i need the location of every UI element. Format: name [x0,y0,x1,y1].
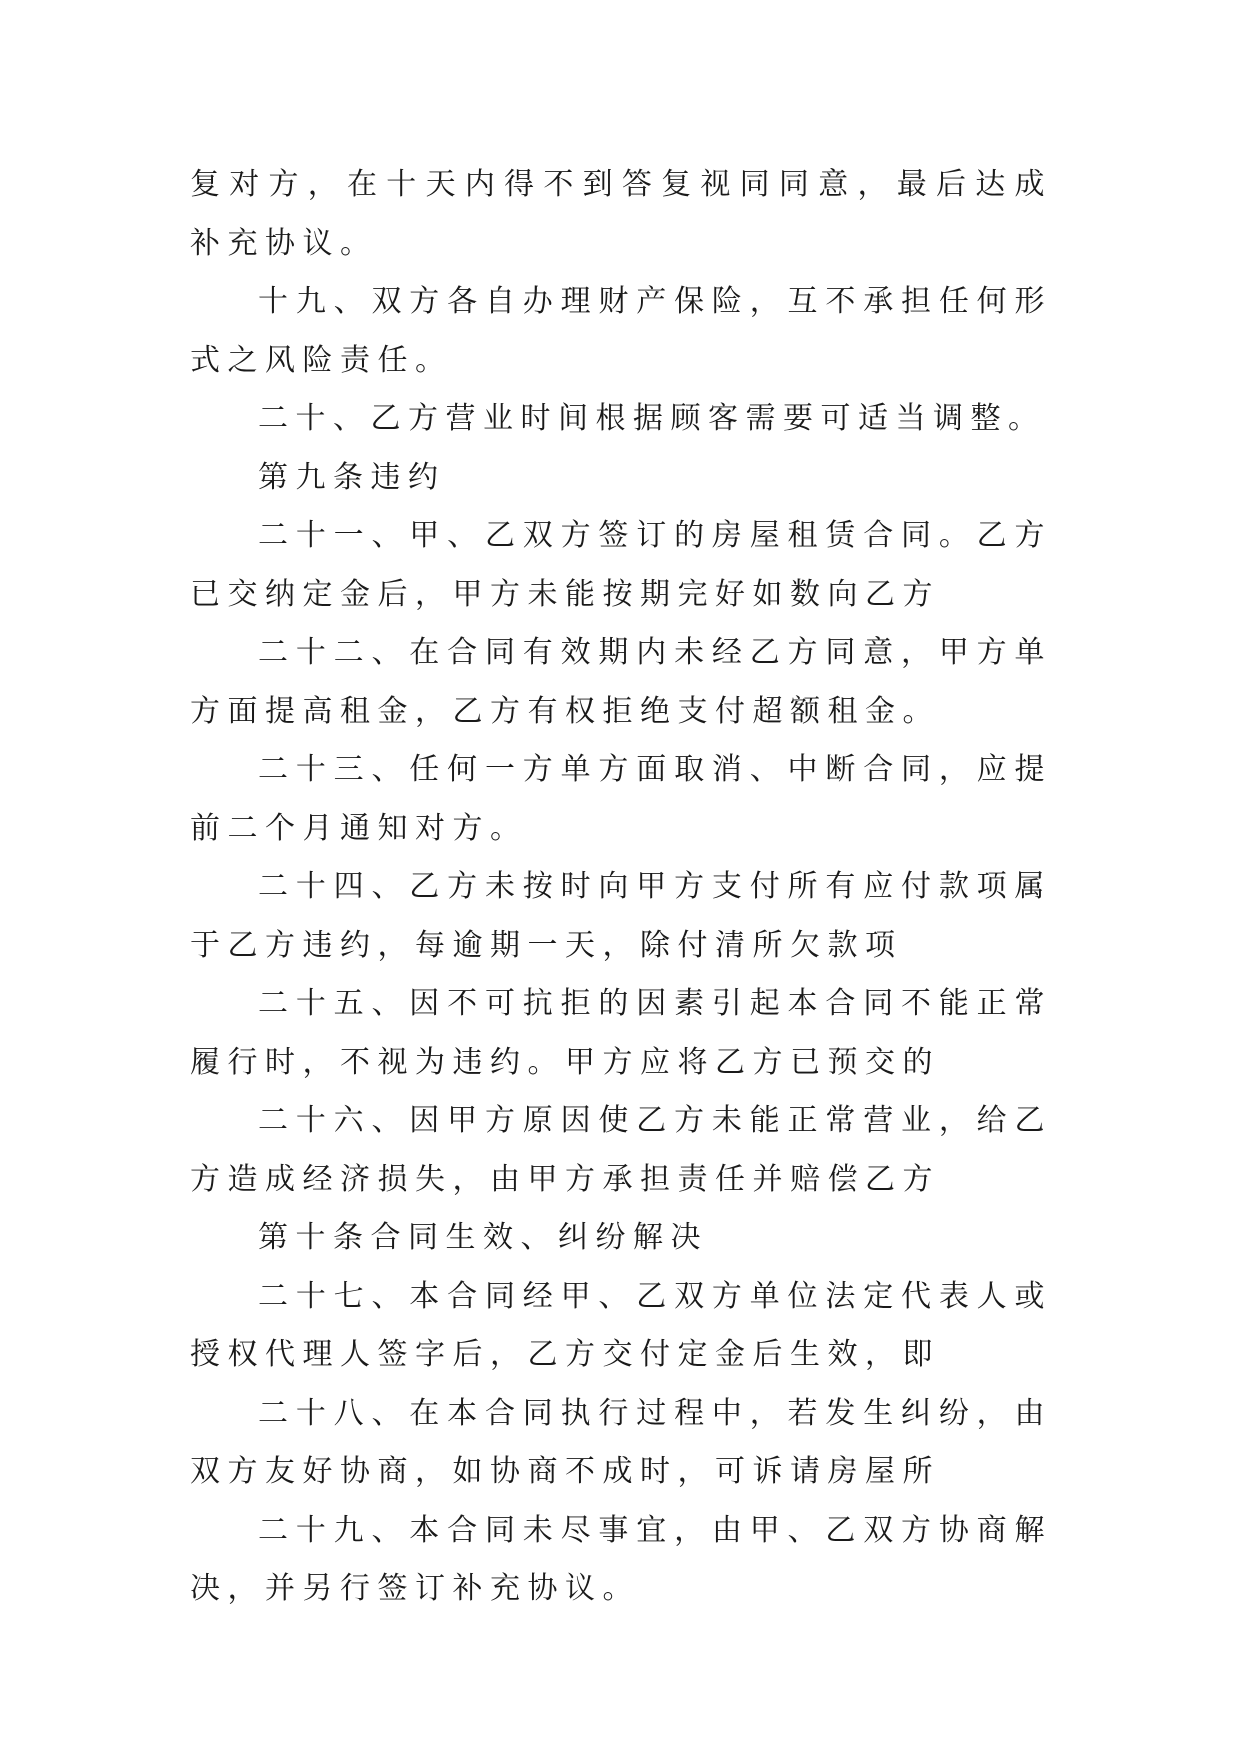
section-heading-article-10: 第十条合同生效、纠纷解决 [258,1220,708,1255]
clause-20: 二十、乙方营业时间根据顾客需要可适当调整。 [258,401,1046,436]
section-heading-article-9: 第九条违约 [258,459,446,495]
clause-27: 二十七、本合同经甲、乙双方单位法定代表人或授权代理人签字后，乙方交付定金后生效，即 [190,1278,1052,1372]
clause-23: 二十三、任何一方单方面取消、中断合同，应提前二个月通知对方。 [190,752,1052,846]
clause-25: 二十五、因不可抗拒的因素引起本合同不能正常履行时，不视为违约。甲方应将乙方已预交的 [190,986,1052,1080]
clause-21: 二十一、甲、乙双方签订的房屋租赁合同。乙方已交纳定金后，甲方未能按期完好如数向乙方 [190,518,1052,612]
document-body [190,156,1052,1619]
clause-28: 二十八、在本合同执行过程中，若发生纠纷，由双方友好协商，如协商不成时，可诉请房屋所 [190,1395,1052,1489]
clause-19: 十九、双方各自办理财产保险，互不承担任何形式之风险责任。 [190,284,1052,378]
paragraph-continuation: 复对方，在十天内得不到答复视同同意，最后达成补充协议。 [190,167,1052,261]
clause-22: 二十二、在合同有效期内未经乙方同意，甲方单方面提高租金，乙方有权拒绝支付超额租金。 [190,635,1052,729]
clause-26: 二十六、因甲方原因使乙方未能正常营业，给乙方造成经济损失，由甲方承担责任并赔偿乙方 [190,1103,1052,1197]
clause-29: 二十九、本合同未尽事宜，由甲、乙双方协商解决，并另行签订补充协议。 [190,1512,1052,1606]
clause-24: 二十四、乙方未按时向甲方支付所有应付款项属于乙方违约，每逾期一天，除付清所欠款项 [190,869,1052,963]
